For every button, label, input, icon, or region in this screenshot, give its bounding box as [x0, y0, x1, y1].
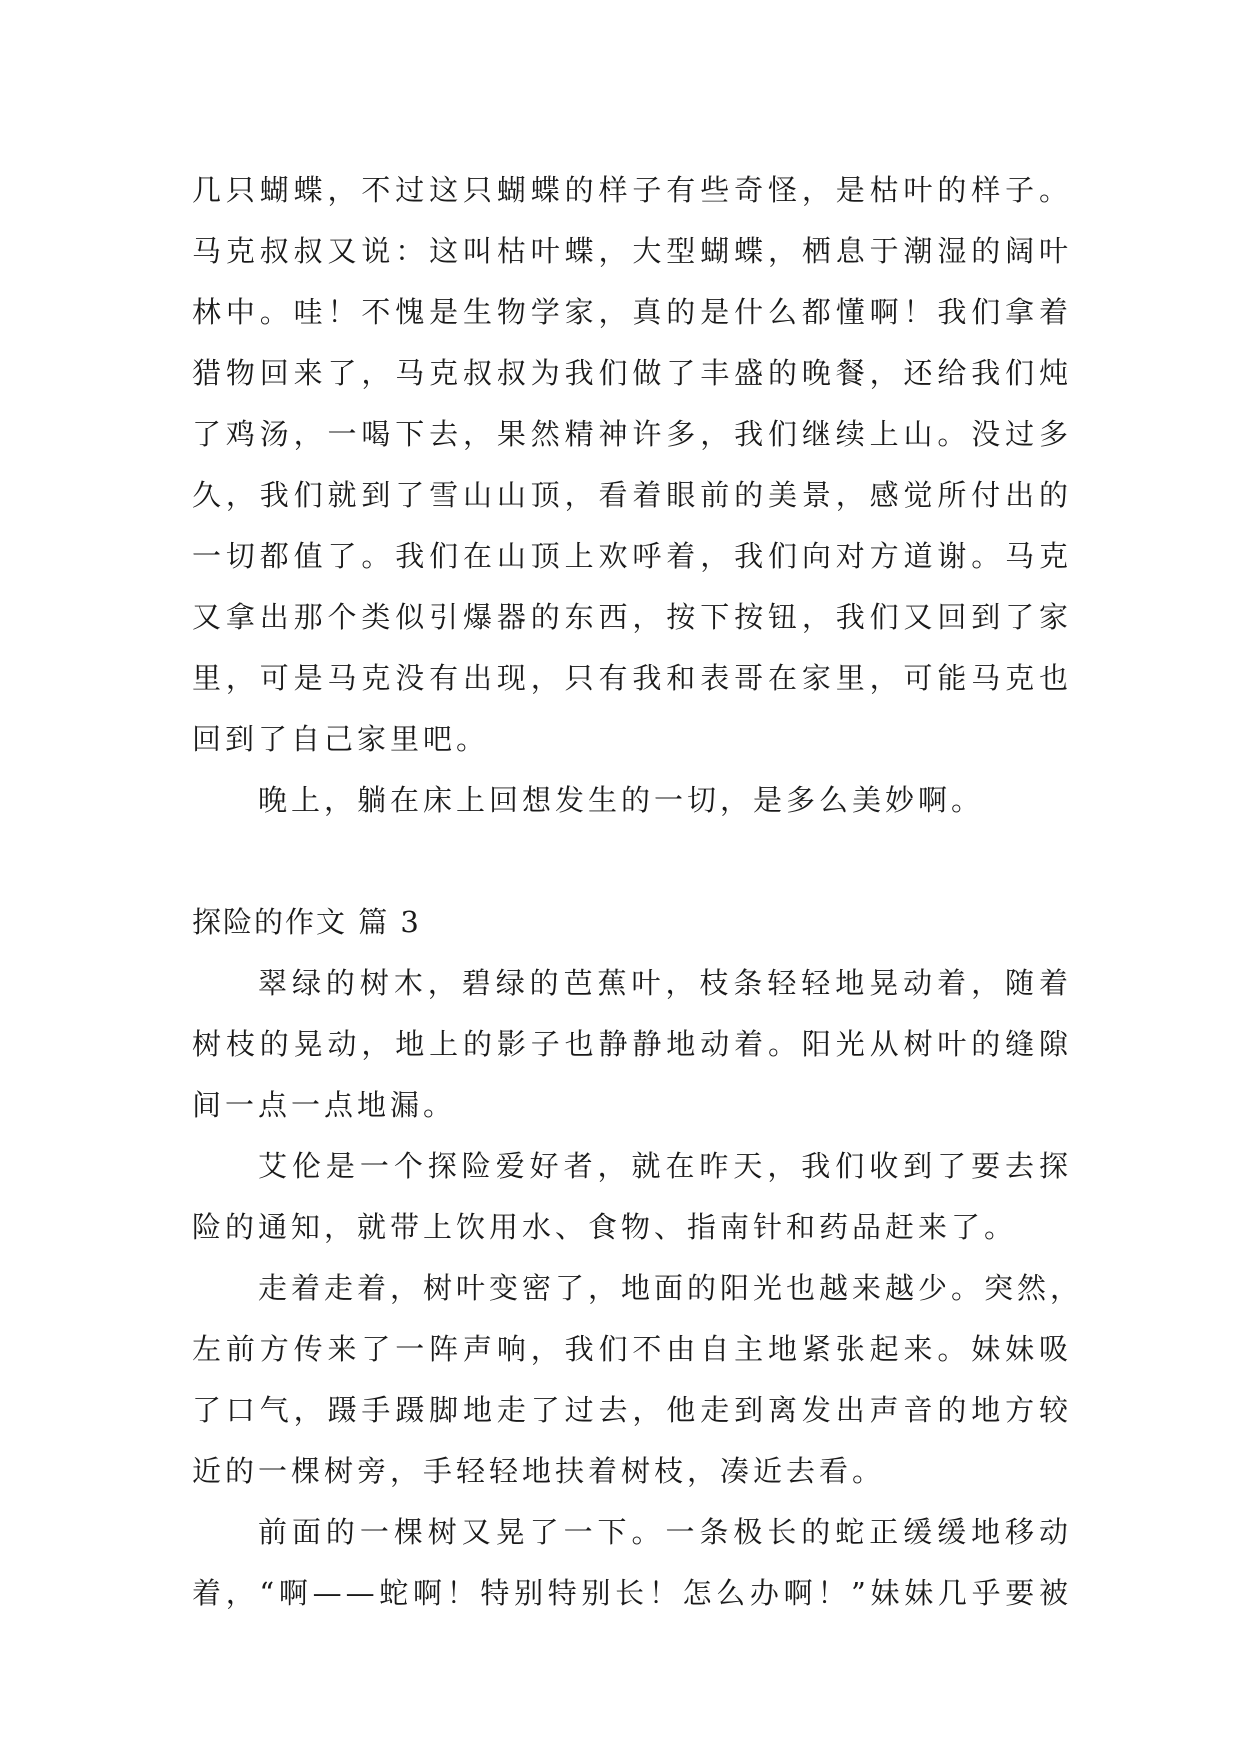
text-line: 间一点一点地漏。 — [192, 1088, 457, 1122]
text-line: 猎物回来了，马克叔叔为我们做了丰盛的晚餐，还给我们炖 — [192, 356, 1072, 390]
text-line: 走着走着，树叶变密了，地面的阳光也越来越少。突然， — [258, 1271, 1084, 1305]
text-line: 马克叔叔又说：这叫枯叶蝶，大型蝴蝶，栖息于潮湿的阔叶 — [192, 234, 1072, 268]
paragraph — [192, 1502, 1072, 1624]
text-line: 晚上，躺在床上回想发生的一切，是多么美妙啊。 — [258, 783, 985, 817]
text-line: 久，我们就到了雪山山顶，看着眼前的美景，感觉所付出的 — [192, 478, 1072, 512]
text-line: 林中。哇！不愧是生物学家，真的是什么都懂啊！我们拿着 — [192, 295, 1072, 329]
paragraph-evening — [192, 770, 1072, 831]
paragraph — [192, 1258, 1084, 1502]
text-line: 了口气，蹑手蹑脚地走了过去，他走到离发出声音的地方较 — [192, 1393, 1072, 1427]
paragraph — [192, 953, 1072, 1136]
text-line: 翠绿的树木，碧绿的芭蕉叶，枝条轻轻地晃动着，随着 — [258, 966, 1072, 1000]
text-line: 近的一棵树旁，手轻轻地扶着树枝，凑近去看。 — [192, 1454, 886, 1488]
text-line: 险的通知，就带上饮用水、食物、指南针和药品赶来了。 — [192, 1210, 1018, 1244]
section-heading: 探险的作文 篇 3 — [192, 905, 421, 939]
text-line: 几只蝴蝶，不过这只蝴蝶的样子有些奇怪，是枯叶的样子。 — [192, 173, 1072, 207]
text-line: 树枝的晃动，地上的影子也静静地动着。阳光从树叶的缝隙 — [192, 1027, 1072, 1061]
text-line: 左前方传来了一阵声响，我们不由自主地紧张起来。妹妹吸 — [192, 1332, 1072, 1366]
text-line: 着，“啊——蛇啊！特别特别长！怎么办啊！”妹妹几乎要被 — [192, 1576, 1072, 1610]
text-line: 回到了自己家里吧。 — [192, 722, 490, 756]
paragraph — [192, 1136, 1072, 1258]
text-line: 艾伦是一个探险爱好者，就在昨天，我们收到了要去探 — [258, 1149, 1072, 1183]
text-line: 又拿出那个类似引爆器的东西，按下按钮，我们又回到了家 — [192, 600, 1072, 634]
paragraph-continued — [192, 160, 1072, 770]
text-line: 了鸡汤，一喝下去，果然精神许多，我们继续上山。没过多 — [192, 417, 1072, 451]
text-line: 一切都值了。我们在山顶上欢呼着，我们向对方道谢。马克 — [192, 539, 1072, 573]
document-body — [192, 160, 1084, 1624]
text-line: 里，可是马克没有出现，只有我和表哥在家里，可能马克也 — [192, 661, 1072, 695]
text-line: 前面的一棵树又晃了一下。一条极长的蛇正缓缓地移动 — [258, 1515, 1072, 1549]
